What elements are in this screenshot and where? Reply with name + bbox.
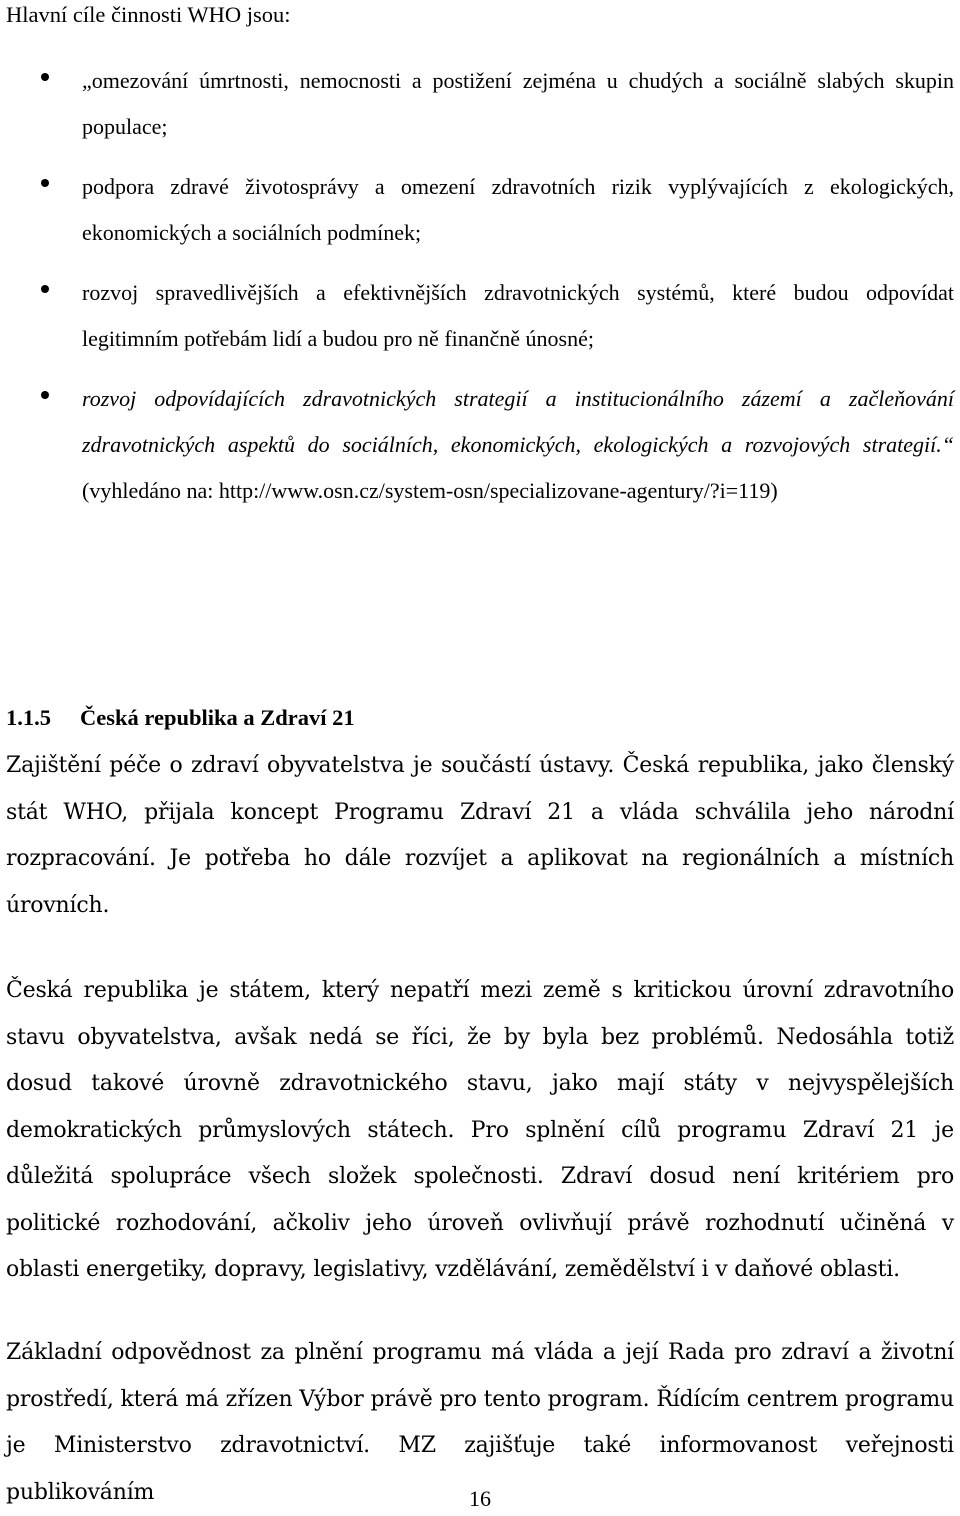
source-citation: (vyhledáno na: http://www.osn.cz/system-osn/specializovane-agentury/?i=119): [82, 478, 778, 503]
list-item-quote: rozvoj odpovídajících zdravotnických strategií a institucionálního zázemí a začleňování zdravotnických aspektů do sociálních, ekonomických, ekologických a rozvojových strategií.“: [82, 386, 954, 457]
list-item-text: [82, 376, 954, 514]
list-item: [0, 270, 960, 362]
section-number: 1.1.5: [6, 705, 51, 730]
bullet-dot-icon: [41, 285, 49, 293]
paragraph: Základní odpovědnost za plnění programu má vláda a její Rada pro zdraví a životní prostředí, která má zřízen Výbor právě pro tento program. Řídícím centrem programu je Ministerstvo zdravotnictví. MZ zajišťuje také informovanost veřejnosti publikováním: [6, 1340, 954, 1505]
list-item-text: „omezování úmrtnosti, nemocnosti a postižení zejména u chudých a sociálně slabých skupin populace;: [82, 68, 954, 139]
section-heading: [6, 701, 355, 735]
list-item: [0, 58, 960, 150]
bullet-dot-icon: [41, 179, 49, 187]
list-item: [0, 164, 960, 256]
section-title: Česká republika a Zdraví 21: [80, 705, 355, 730]
intro-line: Hlavní cíle činnosti WHO jsou:: [6, 2, 291, 27]
list-item-text: podpora zdravé životosprávy a omezení zdravotních rizik vyplývajících z ekologických, ekonomických a sociálních podmínek;: [82, 174, 954, 245]
bullet-dot-icon: [41, 391, 49, 399]
paragraph: Česká republika je státem, který nepatří mezi země s kritickou úrovní zdravotního stavu obyvatelstva, avšak nedá se říci, že by byla bez problémů. Nedosáhla totiž dosud takové úrovně zdravotnického stavu, jako mají státy v nejvyspělejších demokratických průmyslových státech. Pro splnění cílů programu Zdraví 21 je důležitá spolupráce všech složek společnosti. Zdraví dosud není kritériem pro politické rozhodování, ačkoliv jeho úroveň ovlivňují právě rozhodnutí učiněná v oblasti energetiky, dopravy, legislativy, vzdělávání, zemědělství i v daňové oblasti.: [6, 978, 954, 1282]
list-item-text: rozvoj spravedlivějších a efektivnějších zdravotnických systémů, které budou odpovídat legitimním potřebám lidí a budou pro ně finančně únosné;: [82, 280, 954, 351]
bullet-dot-icon: [41, 73, 49, 81]
paragraph: Zajištění péče o zdraví obyvatelstva je součástí ústavy. Česká republika, jako členský stát WHO, přijala koncept Programu Zdraví 21 a vláda schválila jeho národní rozpracování. Je potřeba ho dále rozvíjet a aplikovat na regionálních a místních úrovních.: [6, 753, 954, 918]
list-item: [0, 376, 960, 514]
goals-list: [0, 58, 960, 528]
page-number: 16: [469, 1486, 491, 1511]
